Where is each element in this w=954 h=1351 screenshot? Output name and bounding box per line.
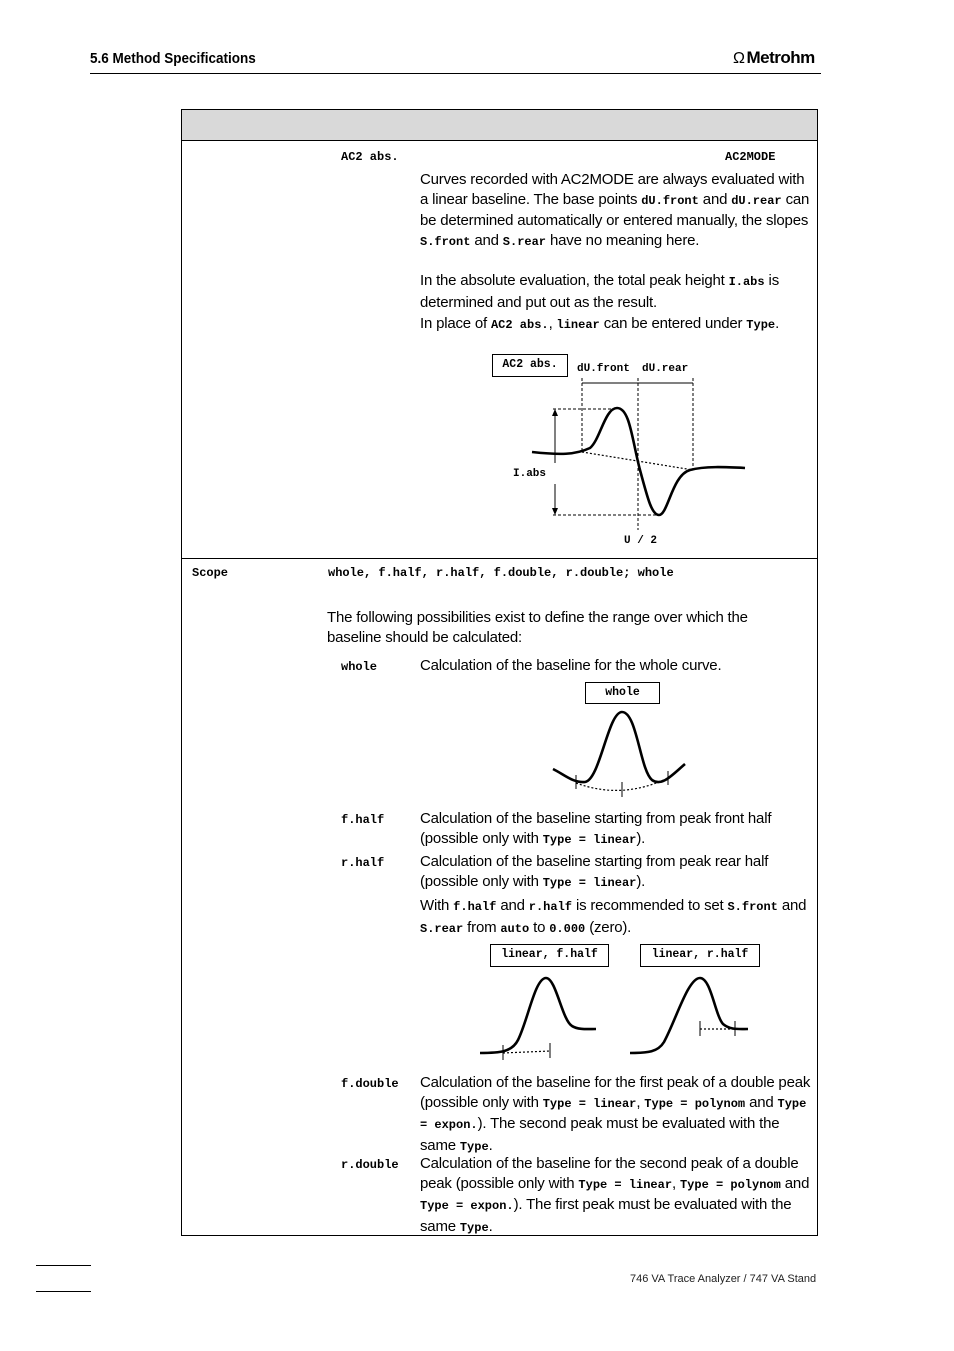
omega-icon: Ω: [733, 50, 745, 67]
section-title: 5.6 Method Specifications: [90, 50, 256, 67]
dU-front-label: dU.front: [577, 363, 630, 375]
option-fdouble-key: f.double: [341, 1077, 399, 1091]
ac2-param-label: AC2 abs.: [341, 150, 399, 164]
whole-figure-label-box: whole: [585, 682, 660, 704]
option-whole-desc: Calculation of the baseline for the whole curve.: [420, 657, 722, 674]
option-rdouble-desc: Calculation of the baseline for the second peak of a double peak (possible only with Type = linear, Type = polynom and Type = expon.). The first peak must be evaluated with the same Type.: [420, 1155, 810, 1235]
option-fhalf-desc: Calculation of the baseline starting from peak front half (possible only with Type = linear).: [420, 810, 772, 847]
ac2-mode-label: AC2MODE: [725, 150, 776, 164]
ac2-paragraph-1: Curves recorded with AC2MODE are always evaluated with a linear baseline. The base points dU.front and dU.rear can be determined automatically or entered manually, the slopes S.front and S.rear have no meaning here.: [420, 171, 810, 249]
option-rdouble-key: r.double: [341, 1158, 399, 1172]
dU-rear-label: dU.rear: [642, 363, 689, 375]
fhalf-figure-label-box: linear, f.half: [490, 944, 609, 967]
rhalf-figure-label-box: linear, r.half: [640, 944, 760, 967]
ac2-paragraph-2: In the absolute evaluation, the total peak height I.abs is determined and put out as the result.: [420, 272, 779, 311]
option-fdouble-desc: Calculation of the baseline for the first peak of a double peak (possible only with Type = linear, Type = polynom and Type = expon.). The second peak must be evaluated with the same Type.: [420, 1074, 811, 1154]
scope-values: whole, f.half, r.half, f.double, r.double; whole: [328, 566, 674, 580]
option-whole-key: whole: [341, 660, 378, 674]
ac2-paragraph-3: In place of AC2 abs., linear can be entered under Type.: [420, 315, 780, 332]
half-recommendation: With f.half and r.half is recommended to set S.front and S.rear from auto to 0.000 (zero).: [420, 897, 807, 936]
footer-rule-bottom: [36, 1291, 91, 1292]
iabs-label: I.abs: [513, 468, 547, 480]
logo-text: Metrohm: [746, 48, 815, 67]
scope-param-label: Scope: [192, 566, 229, 580]
u2-label: U / 2: [624, 535, 658, 547]
option-rhalf-key: r.half: [341, 856, 385, 870]
ac2-figure-label-box: AC2 abs.: [492, 354, 568, 377]
option-fhalf-key: f.half: [341, 813, 385, 827]
footer-rule-top: [36, 1265, 91, 1266]
footer-text: 746 VA Trace Analyzer / 747 VA Stand: [630, 1273, 817, 1285]
scope-intro: The following possibilities exist to define the range over which the baseline should be calculated:: [327, 609, 748, 646]
option-rhalf-desc: Calculation of the baseline starting from peak rear half (possible only with Type = linear).: [420, 853, 769, 890]
